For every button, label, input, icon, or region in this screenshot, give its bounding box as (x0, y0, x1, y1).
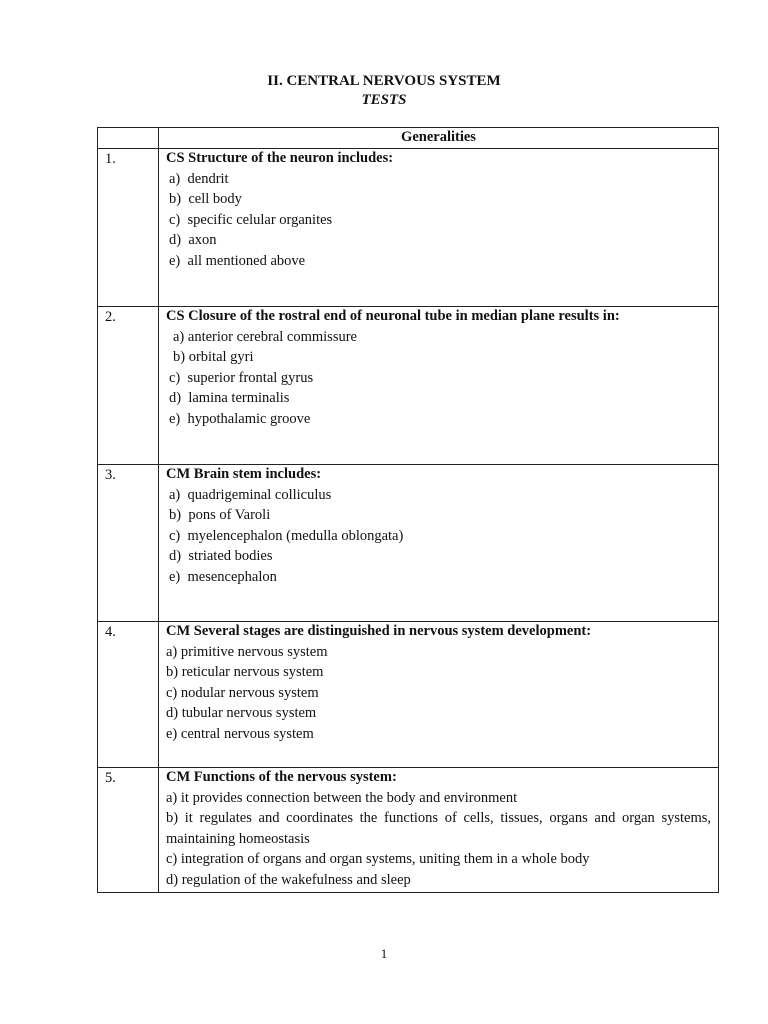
question-cell (159, 149, 719, 307)
question-row (98, 307, 719, 465)
question-row (98, 465, 719, 622)
document-title: II. CENTRAL NERVOUS SYSTEM (267, 73, 501, 89)
question-text: CM Several stages are distinguished in nervous system development: (166, 623, 592, 639)
page-number: 1 (380, 946, 388, 961)
answer-option: c) superior frontal gyrus (169, 369, 314, 386)
answer-option: a) primitive nervous system (166, 643, 328, 660)
question-text: CS Structure of the neuron includes: (166, 150, 394, 166)
answer-option: c) integration of organs and organ systems, uniting them in a whole body (166, 851, 590, 867)
answer-option: a) it provides connection between the body and environment (166, 789, 518, 806)
question-number: 2. (98, 307, 159, 465)
question-cell (159, 307, 719, 465)
answer-option: a) dendrit (169, 170, 229, 187)
section-header: Generalities (159, 128, 719, 149)
answer-option: e) all mentioned above (169, 252, 306, 269)
question-row (98, 622, 719, 768)
question-row (98, 768, 719, 893)
answer-option: d) lamina terminalis (169, 390, 290, 406)
question-row (98, 149, 719, 307)
question-number: 3. (98, 465, 159, 622)
answer-option-continuation: maintaining homeostasis (166, 830, 310, 847)
questions-table (97, 127, 719, 893)
question-number: 4. (98, 622, 159, 768)
answer-option: e) mesencephalon (169, 568, 277, 585)
answer-option: d) axon (169, 232, 217, 248)
question-number: 1. (98, 149, 159, 307)
question-cell (159, 768, 719, 893)
header-empty-cell (98, 128, 159, 149)
question-text: CM Brain stem includes: (166, 466, 322, 482)
answer-option: b) reticular nervous system (166, 664, 324, 680)
question-text: CM Functions of the nervous system: (166, 769, 397, 785)
question-text: CS Closure of the rostral end of neuronal tube in median plane results in: (166, 308, 620, 324)
answer-option: d) regulation of the wakefulness and sleep (166, 871, 411, 888)
answer-option: e) hypothalamic groove (169, 410, 311, 427)
answer-option: b) it regulates and coordinates the functions of cells, tissues, organs and organ systems, (166, 810, 711, 826)
answer-option: e) central nervous system (166, 725, 314, 742)
answer-option: b) cell body (169, 191, 242, 207)
answer-option: d) tubular nervous system (166, 705, 317, 721)
answer-option: a) anterior cerebral commissure (173, 328, 357, 345)
answer-option: a) quadrigeminal colliculus (169, 486, 332, 503)
answer-option: c) myelencephalon (medulla oblongata) (169, 527, 404, 544)
question-cell (159, 465, 719, 622)
answer-option: b) pons of Varoli (169, 507, 271, 523)
section-header-row (98, 128, 719, 149)
question-cell (159, 622, 719, 768)
answer-option: c) specific celular organites (169, 211, 333, 228)
answer-option: d) striated bodies (169, 548, 273, 564)
answer-option: b) orbital gyri (173, 349, 254, 365)
question-number: 5. (98, 768, 159, 893)
document-subtitle: TESTS (361, 92, 407, 108)
answer-option: c) nodular nervous system (166, 684, 319, 701)
